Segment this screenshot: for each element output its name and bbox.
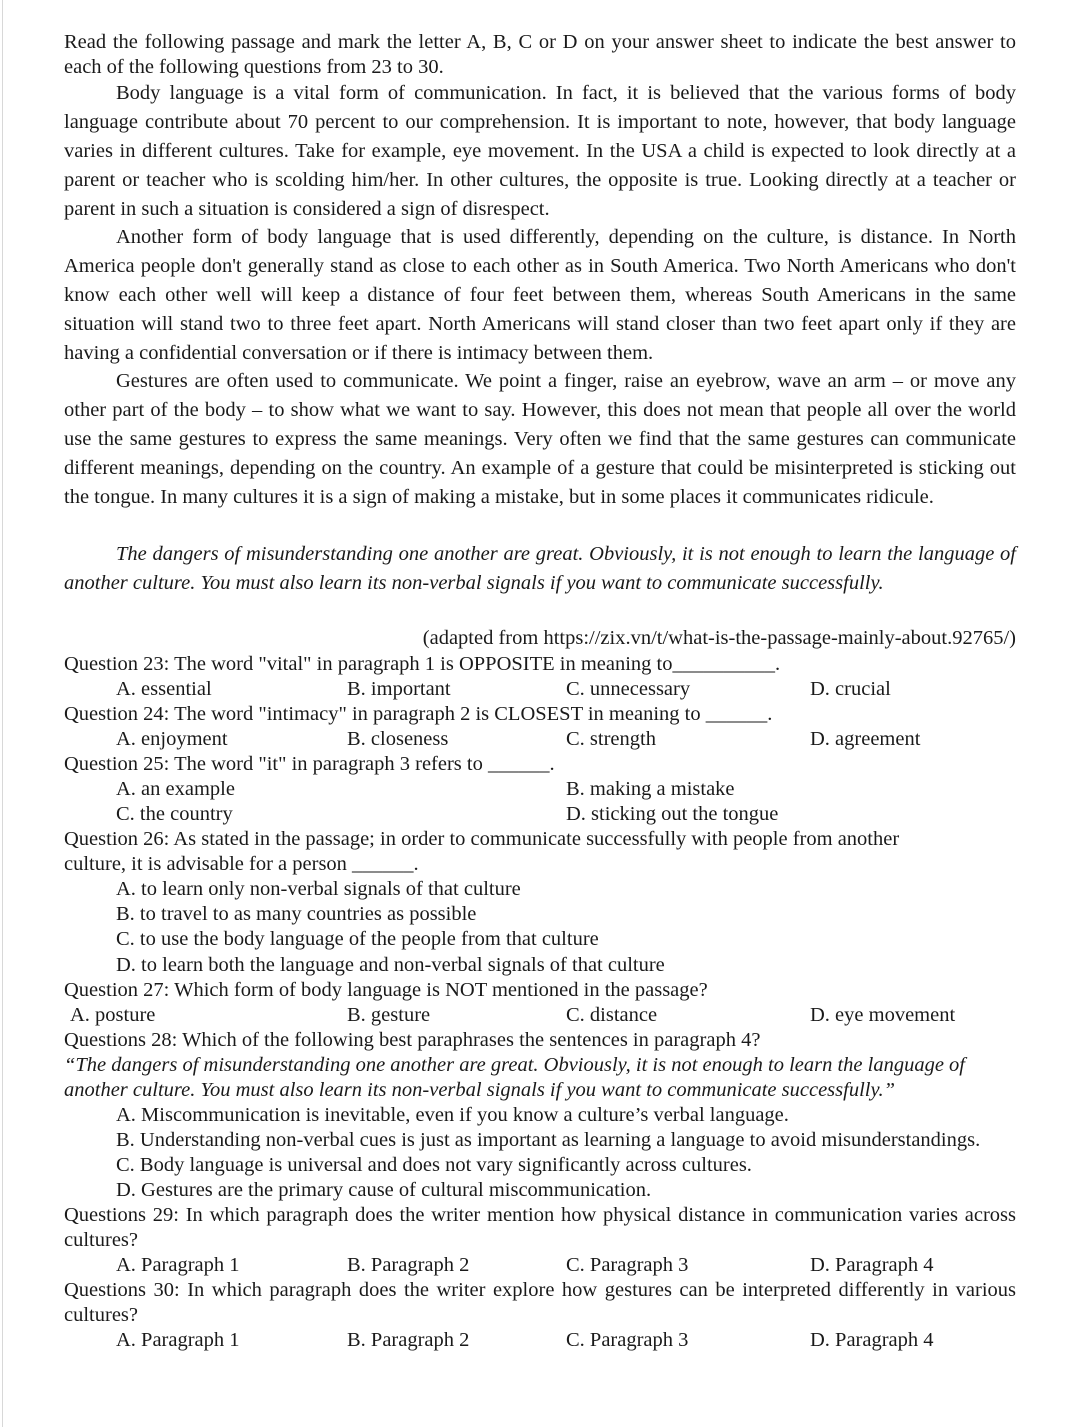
question-24-stem: Question 24: The word "intimacy" in paragraph 2 is CLOSEST in meaning to ______.	[64, 703, 773, 725]
q25-option-b[interactable]: B. making a mistake	[566, 778, 735, 800]
q29-option-c[interactable]: C. Paragraph 3	[566, 1254, 689, 1276]
q28-option-a[interactable]: A. Miscommunication is inevitable, even if you know a culture’s verbal language.	[116, 1104, 789, 1126]
q26-option-d[interactable]: D. to learn both the language and non-verbal signals of that culture	[116, 954, 665, 976]
q30-option-b[interactable]: B. Paragraph 2	[347, 1329, 470, 1351]
q23-option-a[interactable]: A. essential	[116, 678, 212, 700]
question-28-quote-line-1: “The dangers of misunderstanding one another are great. Obviously, it is not enough to learn the language of	[64, 1054, 965, 1076]
question-23-stem: Question 23: The word "vital" in paragraph 1 is OPPOSITE in meaning to__________.	[64, 653, 781, 675]
q29-option-b[interactable]: B. Paragraph 2	[347, 1254, 470, 1276]
question-25-stem: Question 25: The word "it" in paragraph 3 refers to ______.	[64, 753, 555, 775]
q23-option-b[interactable]: B. important	[347, 678, 451, 700]
passage-source: (adapted from https://zix.vn/t/what-is-the-passage-mainly-about.92765/)	[422, 627, 1016, 649]
q27-option-b[interactable]: B. gesture	[347, 1004, 431, 1026]
q27-option-c[interactable]: C. distance	[566, 1004, 658, 1026]
passage-paragraph-1: Body language is a vital form of communication. In fact, it is believed that the various forms of body language contribute about 70 percent to our comprehension. It is important to note, however, that body language varies in different cultures. Take for example, eye movement. In the USA a child is expected to look directly at a parent or teacher who is scolding him/her. In other cultures, the opposite is true. Looking directly at a teacher or parent in such a situation is considered a sign of disrespect.	[64, 82, 1016, 220]
q26-option-b[interactable]: B. to travel to as many countries as possible	[116, 903, 477, 925]
question-27-stem: Question 27: Which form of body language is NOT mentioned in the passage?	[64, 979, 708, 1001]
q24-option-c[interactable]: C. strength	[566, 728, 656, 750]
question-30-stem: Questions 30: In which paragraph does the writer explore how gestures can be interpreted differently in various cultures?	[64, 1279, 1016, 1326]
q26-option-a[interactable]: A. to learn only non-verbal signals of that culture	[116, 878, 521, 900]
q25-option-a[interactable]: A. an example	[116, 778, 235, 800]
q23-option-c[interactable]: C. unnecessary	[566, 678, 691, 700]
q24-option-b[interactable]: B. closeness	[347, 728, 449, 750]
q25-option-d[interactable]: D. sticking out the tongue	[566, 803, 779, 825]
question-26-stem-line-1: Question 26: As stated in the passage; in order to communicate successfully with people from another	[64, 828, 900, 850]
q27-option-a[interactable]: A. posture	[70, 1004, 156, 1026]
q29-option-d[interactable]: D. Paragraph 4	[810, 1254, 934, 1276]
passage-paragraph-2: Another form of body language that is used differently, depending on the culture, is distance. In North America people don't generally stand as close to each other as in South America. Two North Americans who don't know each other well will keep a distance of four feet between them, whereas South Americans in the same situation will stand two to three feet apart. North Americans will stand closer than two feet apart only if they are having a confidential conversation or if there is intimacy between them.	[64, 226, 1016, 364]
q27-option-d[interactable]: D. eye movement	[810, 1004, 956, 1026]
q23-option-d[interactable]: D. crucial	[810, 678, 891, 700]
question-29-stem: Questions 29: In which paragraph does the writer mention how physical distance in communication varies across cultures?	[64, 1204, 1016, 1251]
instruction: Read the following passage and mark the letter A, B, C or D on your answer sheet to indicate the best answer to each of the following questions from 23 to 30.	[64, 31, 1016, 78]
question-26-stem-line-2: culture, it is advisable for a person ______.	[64, 853, 419, 875]
passage-paragraph-3: Gestures are often used to communicate. We point a finger, raise an eyebrow, wave an arm – or move any other part of the body – to show what we want to say. However, this does not mean that people all over the world use the same gestures to express the same meanings. Very often we find that the same gestures can communicate different meanings, depending on the country. An example of a gesture that could be misinterpreted is sticking out the tongue. In many cultures it is a sign of making a mistake, but in some places it communicates ridicule.	[64, 370, 1016, 508]
q28-option-c[interactable]: C. Body language is universal and does not vary significantly across cultures.	[116, 1154, 752, 1176]
page-edge-line	[2, 0, 3, 1427]
q30-option-a[interactable]: A. Paragraph 1	[116, 1329, 240, 1351]
question-28-quote-line-2: another culture. You must also learn its non-verbal signals if you want to communicate successfully.”	[64, 1079, 895, 1101]
q30-option-d[interactable]: D. Paragraph 4	[810, 1329, 934, 1351]
q26-option-c[interactable]: C. to use the body language of the people from that culture	[116, 928, 599, 950]
q24-option-a[interactable]: A. enjoyment	[116, 728, 228, 750]
q25-option-c[interactable]: C. the country	[116, 803, 233, 825]
question-28-stem: Questions 28: Which of the following best paraphrases the sentences in paragraph 4?	[64, 1029, 761, 1051]
q28-option-d[interactable]: D. Gestures are the primary cause of cultural miscommunication.	[116, 1179, 652, 1201]
q24-option-d[interactable]: D. agreement	[810, 728, 921, 750]
passage-paragraph-4: The dangers of misunderstanding one another are great. Obviously, it is not enough to learn the language of another culture. You must also learn its non-verbal signals if you want to communicate successfully.	[64, 543, 1016, 594]
q30-option-c[interactable]: C. Paragraph 3	[566, 1329, 689, 1351]
q28-option-b[interactable]: B. Understanding non-verbal cues is just as important as learning a language to avoid misunderstandings.	[116, 1129, 981, 1151]
q29-option-a[interactable]: A. Paragraph 1	[116, 1254, 240, 1276]
